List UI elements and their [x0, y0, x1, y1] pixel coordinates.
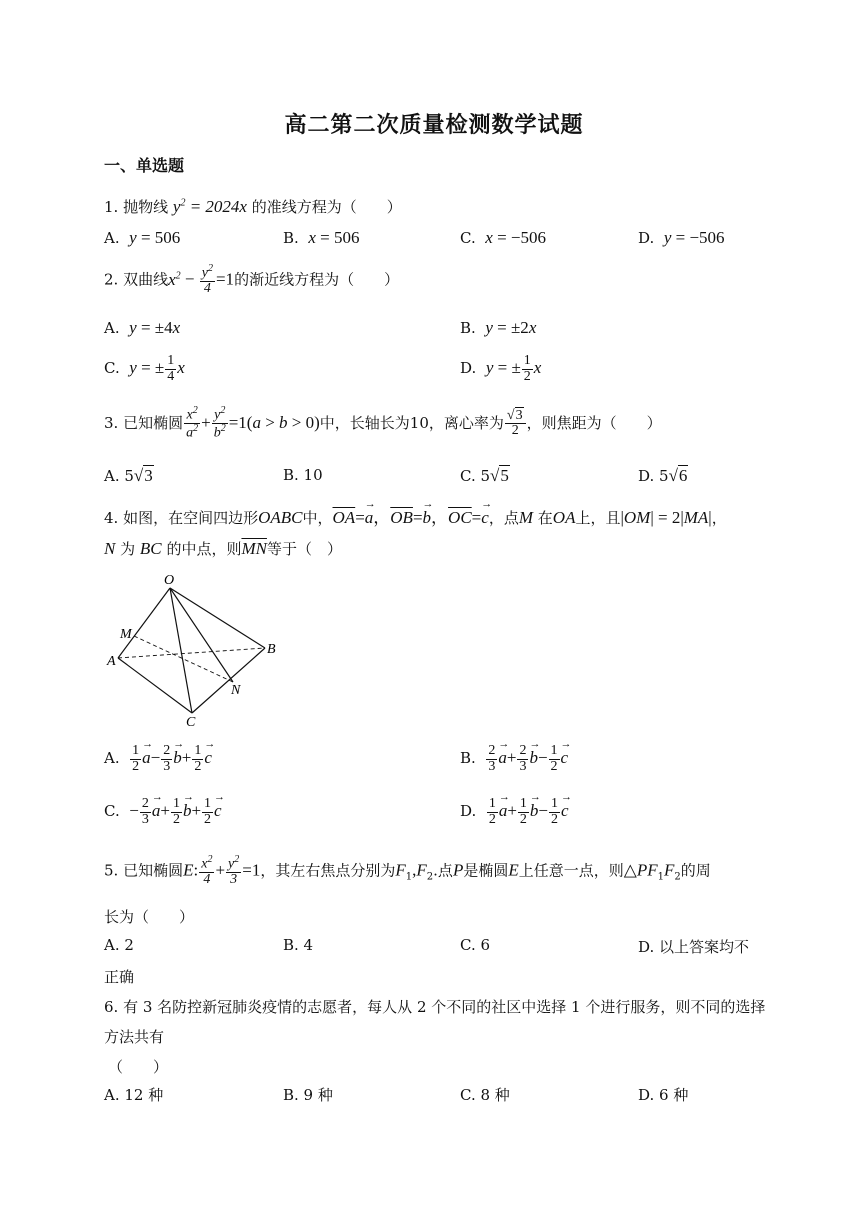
- label-m: M: [120, 627, 132, 642]
- q5-option-c[interactable]: C. 6: [460, 936, 491, 954]
- question-4-line2: N 为 BC 的中点，则$\overline{MN}$等于（ ）: [104, 539, 342, 558]
- q4-option-d[interactable]: D. $\frac{1}{2}$ → a+ $\frac{1}{2}$ → b− $\frac{1}{2}$ → c: [460, 797, 569, 827]
- question-3: 3. 已知椭圆 $\frac{x^2}{a^2}$ + $\frac{y^2}{b^2}$ =1(a > b > 0)中，长轴长为10，离心率为 $\frac{√3}{2}$ ，则焦距为（ ）: [104, 405, 662, 441]
- question-2: 2. 双曲线$x^2$ − $\frac{y^2}{4}$ =1的渐近线方程为（ ）: [104, 263, 400, 297]
- q5-option-a[interactable]: A. 2: [104, 936, 134, 954]
- label-a: A: [107, 654, 116, 669]
- page-title: 高二第二次质量检测数学试题: [284, 112, 584, 138]
- q1-option-b[interactable]: B. x = 506: [283, 228, 360, 247]
- q6-option-a[interactable]: A. 12 种: [104, 1086, 164, 1104]
- q6-option-d[interactable]: D. 6 种: [638, 1086, 689, 1104]
- label-b: B: [267, 642, 276, 657]
- q1-option-d[interactable]: D. y = −506: [638, 228, 725, 247]
- q4-option-a[interactable]: A. $\frac{1}{2}$ → a− $\frac{2}{3}$ → b+ $\frac{1}{2}$ → c: [104, 744, 212, 774]
- question-1: [104, 196, 402, 217]
- q6-option-b[interactable]: B. 9 种: [283, 1086, 333, 1104]
- question-5: 5. 已知椭圆E: $\frac{x^2}{4}$ + $\frac{y^2}{3}$ =1，其左右焦点分别为$F_1,F_2$.点P是椭圆E上任意一点，则$\triangle PF_1F_2$的周: [104, 854, 711, 888]
- q1-option-c[interactable]: C. x = −506: [460, 228, 546, 247]
- q1-number: 1.: [104, 198, 119, 216]
- label-c: C: [186, 715, 196, 730]
- q2-option-a[interactable]: A. y = ±4x: [104, 318, 181, 337]
- question-6-line2: 方法共有: [104, 1028, 165, 1046]
- q5-option-b[interactable]: B. 4: [283, 936, 314, 954]
- q2-option-d[interactable]: D. y = ± $\frac{1}{2}$ x: [460, 353, 542, 384]
- q1-option-a[interactable]: A. y = 506: [104, 228, 181, 247]
- question-6-line3: （ ）: [108, 1058, 169, 1076]
- question-6: 6. 有 3 名防控新冠肺炎疫情的志愿者，每人从 2 个不同的社区中选择 1 个进行服务，则不同的选择: [104, 998, 766, 1016]
- q2-option-b[interactable]: B. y = ±2x: [460, 318, 537, 337]
- q3-option-c[interactable]: C. 5√5: [460, 466, 509, 485]
- section-heading: 一、单选题: [104, 156, 185, 175]
- q2-option-c[interactable]: C. y = ± $\frac{1}{4}$ x: [104, 353, 185, 384]
- label-o: O: [164, 573, 175, 588]
- q4-option-c[interactable]: C. − $\frac{2}{3}$ → a+ $\frac{1}{2}$ → b+ $\frac{1}{2}$ → c: [104, 797, 222, 827]
- q1-formula: $y^2 = 2024x$: [172, 197, 247, 216]
- q5-option-d[interactable]: D. 以上答案均不: [638, 938, 750, 956]
- q3-option-b[interactable]: B. 10: [283, 466, 323, 484]
- question-5-line2: 长为（ ）: [104, 908, 195, 926]
- q4-option-b[interactable]: B. $\frac{2}{3}$ → a+ $\frac{2}{3}$ → b− $\frac{1}{2}$ → c: [460, 744, 568, 774]
- q6-option-c[interactable]: C. 8 种: [460, 1086, 510, 1104]
- q3-option-d[interactable]: D. 5√6: [638, 466, 688, 485]
- q1-suffix: 的准线方程为（ ）: [251, 198, 402, 216]
- label-n: N: [231, 683, 241, 698]
- q5-option-d-continued: 正确: [104, 968, 135, 986]
- q3-option-a[interactable]: A. 5√3: [104, 466, 153, 485]
- question-4: 4. 如图，在空间四边形OABC中，$\overline{OA}=\to a$，$\overline{OB}=\to b$，$\overline{OC}=\to c$，点M 在OA上，且|OM| = 2|MA|，: [104, 503, 727, 528]
- q1-prefix: 抛物线: [123, 198, 169, 216]
- tetrahedron-figure: [100, 568, 290, 730]
